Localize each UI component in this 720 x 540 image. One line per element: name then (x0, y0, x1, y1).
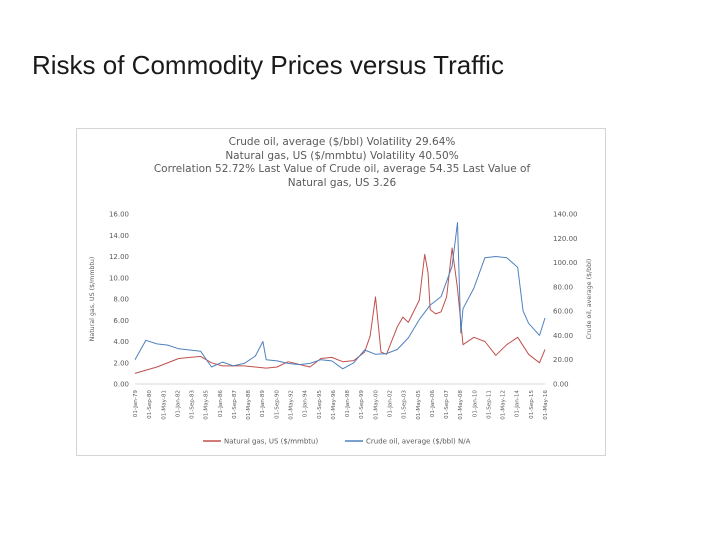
left-axis-title: Natural gas, US ($/mmbtu) (89, 256, 96, 342)
x-tick-label: 01-Jan-02 (387, 390, 394, 418)
x-tick-label: 01-Sep-80 (147, 390, 154, 419)
x-tick-label: 01-Jan-89 (260, 390, 267, 418)
chart-frame (76, 128, 606, 456)
x-tick-label: 01-May-85 (203, 390, 210, 420)
x-tick-label: 01-Jan-98 (345, 390, 352, 418)
x-tick-label: 01-Sep-90 (274, 390, 281, 419)
x-tick-label: 01-May-08 (458, 390, 465, 420)
x-tick-label: 01-Jan-14 (514, 390, 521, 418)
right-tick-label: 40.00 (553, 331, 574, 340)
x-tick-label: 01-May-81 (161, 390, 168, 420)
x-tick-label: 01-Jan-06 (429, 390, 436, 418)
x-tick-label: 01-Jan-10 (472, 390, 479, 418)
left-tick-label: 14.00 (108, 231, 129, 240)
chart-title-line: Crude oil, average ($/bbl) Volatility 29.64% (228, 136, 456, 148)
slide-title: Risks of Commodity Prices versus Traffic (32, 50, 504, 80)
legend-label-crude-oil: Crude oil, average ($/bbl) N/A (366, 437, 471, 446)
x-tick-label: 01-Sep-07 (444, 390, 451, 419)
legend (203, 438, 471, 446)
left-tick-label: 4.00 (113, 338, 129, 346)
x-tick-label: 01-Sep-11 (486, 390, 493, 419)
x-tick-label: 01-Jan-79 (133, 390, 139, 418)
x-tick-label: 01-May-16 (543, 390, 549, 420)
x-tick-label: 01-Sep-87 (231, 390, 238, 419)
x-tick-label: 01-Jan-82 (175, 390, 182, 418)
left-tick-label: 12.00 (108, 253, 129, 261)
x-tick-label: 01-Sep-99 (359, 390, 366, 419)
series-line-natural-gas (135, 248, 545, 373)
x-tick-label: 01-Sep-03 (401, 390, 408, 419)
x-tick-label: 01-May-92 (288, 390, 295, 420)
left-tick-label: 2.00 (113, 359, 129, 368)
x-tick-label: 01-Sep-15 (528, 390, 535, 419)
right-axis-ticks (553, 211, 578, 389)
left-tick-label: 8.00 (113, 295, 129, 304)
right-tick-label: 80.00 (553, 283, 574, 292)
chart-title-line: Natural gas, US 3.26 (287, 176, 397, 189)
series-line-crude-oil (135, 223, 545, 369)
x-tick-label: 01-Jan-94 (302, 390, 309, 418)
right-tick-label: 0.00 (553, 380, 569, 389)
x-tick-label: 01-Sep-95 (316, 390, 323, 419)
left-axis-ticks (109, 211, 129, 389)
x-tick-label: 01-May-12 (500, 390, 507, 420)
x-tick-label: 01-May-05 (415, 390, 422, 420)
right-tick-label: 100.00 (553, 259, 578, 268)
x-tick-label: 01-Sep-83 (189, 390, 196, 419)
right-tick-label: 60.00 (553, 307, 574, 316)
right-tick-label: 120.00 (553, 234, 578, 243)
left-tick-label: 6.00 (113, 316, 129, 325)
x-tick-label: 01-May-88 (246, 390, 253, 420)
right-tick-label: 140.00 (553, 210, 578, 219)
right-tick-label: 20.00 (553, 356, 574, 365)
chart-title-line: Correlation 52.72% Last Value of Crude oil, average 54.35 Last Value of (153, 163, 531, 175)
right-axis-title: Crude oil, average ($/bbl) (586, 258, 593, 340)
left-tick-label: 10.00 (108, 274, 129, 283)
line-chart (77, 129, 607, 457)
left-tick-label: 0.00 (113, 380, 129, 389)
x-tick-label: 01-Jan-86 (217, 390, 224, 418)
x-axis-ticks (133, 390, 549, 420)
x-tick-label: 01-May-96 (330, 390, 337, 420)
chart-title-line: Natural gas, US ($/mmbtu) Volatility 40.50% (225, 149, 459, 162)
x-tick-label: 01-May-00 (373, 390, 380, 420)
left-tick-label: 16.00 (108, 210, 129, 219)
legend-label-natural-gas: Natural gas, US ($/mmbtu) (224, 437, 319, 446)
